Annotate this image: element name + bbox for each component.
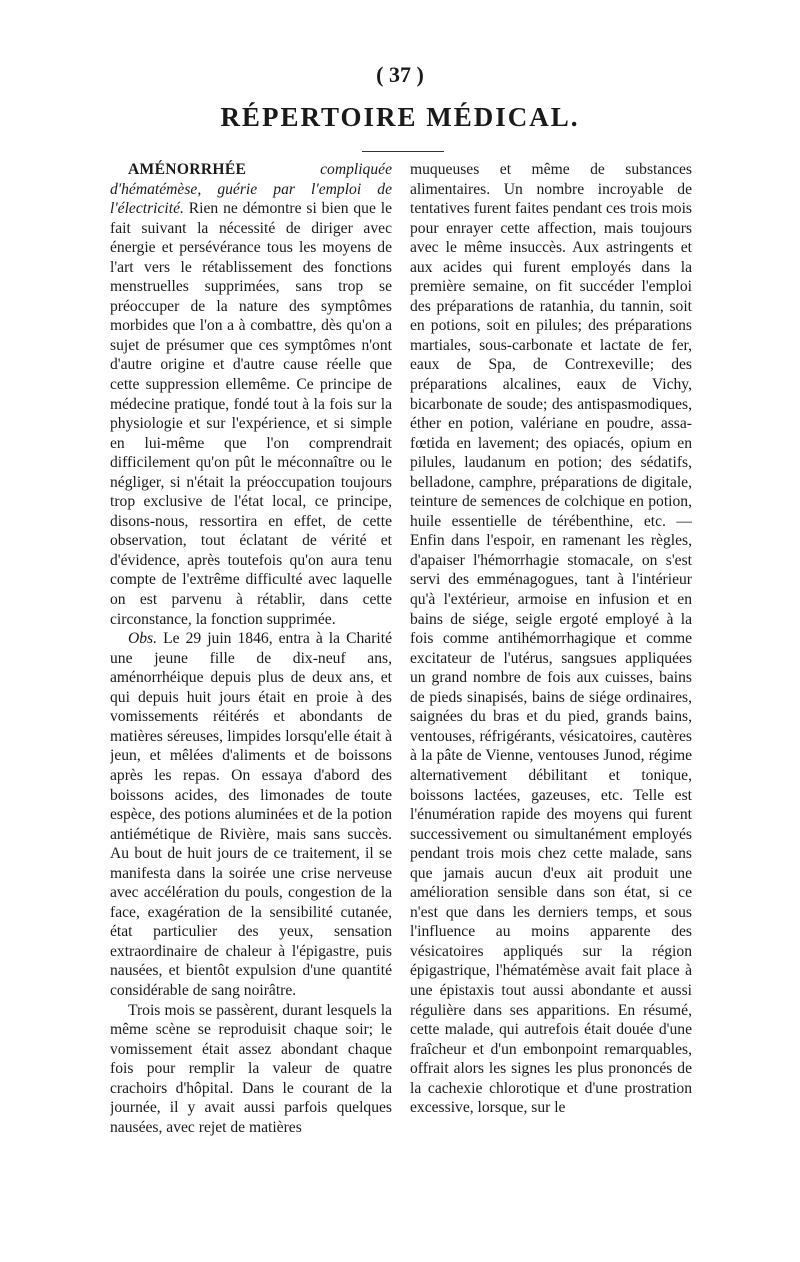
- right-column: [410, 160, 692, 1160]
- page-title: RÉPERTOIRE MÉDICAL.: [220, 102, 580, 132]
- continued-paragraph: muqueuses et même de substances alimentaires. Un nombre incroyable de tentatives furent faites pendant ces trois mois pour enrayer cette affection, mais toujours avec le même insuccès. Aux astringents et aux acides qui furent employés dans la première semaine, on fit succéder l'emploi des préparations de ratanhia, du tannin, soit en potions, soit en pilules; des préparations martiales, sous-carbonate et lactate de fer, eaux de Spa, de Contrexeville; des préparations alcalines, eaux de Vichy, bicarbonate de soude; des antispasmodiques, éther en potion, valériane en poudre, assa-fœtida en lavement; des opiacés, opium en pilules, laudanum en potion; des sédatifs, belladone, camphre, préparations de digitale, teinture de semences de colchique en potion, huile essentielle de térébenthine, etc. — Enfin dans l'espoir, en ramenant les règles, d'apaiser l'hémorrhagie stomacale, on s'est servi des emménagogues, tant à l'intérieur qu'à l'extérieur, armoise en infusion et en bains de siége, seigle ergoté employé à la fois comme antihémorrhagique et comme excitateur de l'utérus, sangsues appliquées un grand nombre de fois aux cuisses, bains de pieds sinapisés, bains de siége ordinaires, saignées du bras et du pied, grands bains, ventouses, réfrigérants, vésicatoires, cautères à la pâte de Vienne, ventouses Junod, régime alternativement débilitant et tonique, boissons lactées, gazeuses, etc. Telle est l'énumération rapide des moyens qui furent successivement ou simultanément employés pendant trois mois chez cette malade, sans que jamais aucun d'eux ait produit une amélioration sensible dans son état, si ce n'est que dans les derniers temps, et sous l'influence au moins apparente des vésicatoires appliqués sur la région épigastrique, l'hématémèse avait fait place à une épistaxis tout aussi abondante et aussi régulière dans ses apparitions. En résumé, cette malade, qui autrefois était douée d'une fraîcheur et d'un embonpoint remarquables, offrait alors les signes les plus prononcés de la cachexie chlorotique et d'une prostration excessive, lorsque, sur le: [410, 161, 692, 1117]
- observation-paragraph: [110, 629, 392, 1000]
- title-rule: [362, 151, 444, 152]
- page-number: ( 37 ): [376, 62, 424, 87]
- intro-text: Rien ne démontre si bien que le fait suivant la nécessité de diriger avec énergie et persévérance tous les moyens de l'art vers le rétablissement des fonctions menstruelles supprimées, sans trop se préoccuper de la nature des symptômes morbides que l'on a à combattre, dès qu'on a sujet de présumer que ces symptômes n'ont d'autre origine et d'autre cause réelle que cette suppression ellemême. Ce principe de médecine pratique, fondé tout à la fois sur la physiologie et sur l'expérience, et si simple en lui-même que l'on comprendrait difficilement qu'on pût le méconnaître ou le négliger, si n'était la préoccupation toujours trop exclusive de l'état local, ce principe, disons-nous, ressortira en effet, de cette observation, tout éclatant de vérité et d'évidence, après toutefois qu'on aura tenu compte de l'extrême difficulté avec laquelle on est parvenu à rétablir, dans cette circonstance, la fonction supprimée.: [110, 200, 392, 628]
- article-heading: AMÉNORRHÉE: [128, 161, 247, 178]
- left-column: [110, 160, 392, 1160]
- observation-label: Obs.: [128, 630, 158, 648]
- body-paragraph: Trois mois se passèrent, durant lesquels la même scène se reproduisit chaque soir; le vomissement était assez abondant chaque fois pour remplir la valeur de quatre crachoirs d'hôpital. Dans le courant de la journée, il y avait aussi parfois quelques nausées, avec rejet de matières: [110, 1001, 392, 1136]
- article-intro: [110, 160, 392, 629]
- observation-text: Le 29 juin 1846, entra à la Charité une jeune fille de dix-neuf ans, aménorrhéique depuis plus de deux ans, et qui depuis huit jours était en proie à des vomissements réitérés et abondants de matières séreuses, limpides lorsqu'elle était à jeun, et mêlées d'aliments et de boissons après les repas. On essaya d'abord des boissons acides, des limonades de toute espèce, des potions aluminées et de la potion antiémétique de Rivière, mais sans succès. Au bout de huit jours de ce traitement, il se manifesta dans la soirée une crise nerveuse avec accélération du pouls, congestion de la face, exagération de la sensibilité cutanée, état particulier des yeux, sensation extraordinaire de chaleur à l'épigastre, puis nausées, et bientôt expulsion d'une quantité considérable de sang noirâtre.: [110, 630, 392, 999]
- article-subtitle: compliquée d'hématémèse, guérie par l'emploi de l'électricité.: [110, 161, 392, 218]
